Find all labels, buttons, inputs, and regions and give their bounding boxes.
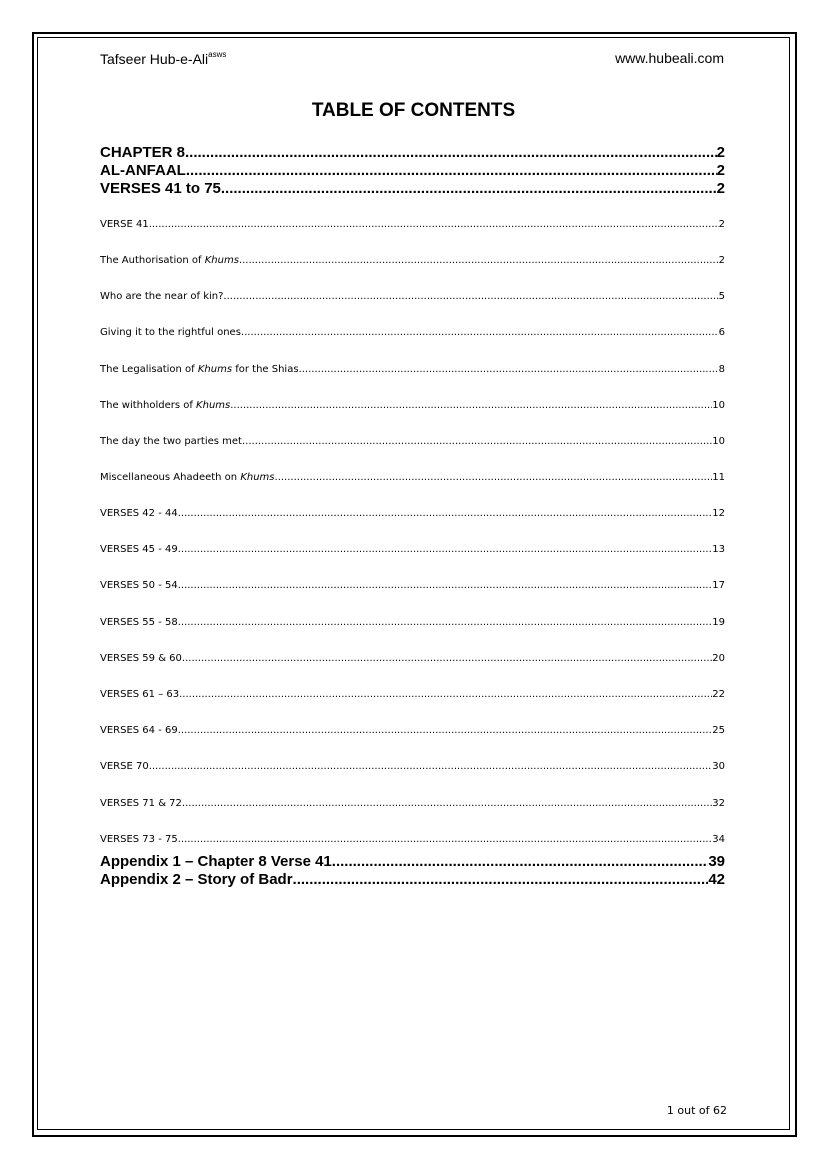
toc-entry[interactable] (100, 617, 725, 628)
toc-entry-label: The day the two parties met (100, 436, 242, 447)
toc-leader-dots (275, 472, 713, 483)
toc-entry[interactable] (100, 689, 725, 700)
book-title-superscript: asws (208, 50, 227, 59)
toc-entry-label: VERSES 55 - 58 (100, 617, 178, 628)
toc-entry-page-number: 2 (718, 255, 725, 266)
toc-entry-page-number: 8 (718, 364, 725, 375)
toc-entry-page-number: 19 (712, 617, 725, 628)
toc-entry-label: VERSE 70 (100, 761, 149, 772)
toc-entry[interactable] (100, 544, 725, 555)
toc-entry[interactable] (100, 255, 725, 266)
toc-entry[interactable] (100, 871, 725, 888)
toc-entry-label: The Legalisation of Khums for the Shias (100, 364, 299, 375)
toc-entry-page-number: 2 (716, 180, 725, 197)
toc-entry[interactable] (100, 180, 725, 197)
toc-entry-page-number: 42 (708, 871, 725, 888)
toc-leader-dots (241, 327, 719, 338)
toc-leader-dots (178, 617, 713, 628)
toc-leader-dots (299, 364, 719, 375)
toc-entry[interactable] (100, 327, 725, 338)
header-website: www.hubeali.com (615, 50, 724, 66)
toc-entry[interactable] (100, 144, 725, 161)
page-number: 1 out of 62 (666, 1104, 727, 1117)
toc-entry-label: VERSES 71 & 72 (100, 798, 182, 809)
page-title: TABLE OF CONTENTS (311, 100, 516, 121)
toc-leader-dots (239, 255, 719, 266)
toc-entry[interactable] (100, 508, 725, 519)
toc-entry-page-number: 10 (712, 400, 725, 411)
toc-entry-label: VERSES 50 - 54 (100, 580, 178, 591)
toc-leader-dots (178, 508, 713, 519)
toc-leader-dots (223, 291, 718, 302)
toc-entry-label: VERSES 59 & 60 (100, 653, 182, 664)
toc-entry[interactable] (100, 761, 725, 772)
toc-entry-label: Who are the near of kin? (100, 291, 224, 302)
toc-leader-dots (293, 871, 709, 888)
toc-leader-dots (178, 544, 713, 555)
toc-entry[interactable] (100, 853, 725, 870)
book-title-text: Tafseer Hub-e-Ali (100, 51, 209, 67)
toc-leader-dots (185, 144, 717, 161)
toc-entry-page-number: 25 (712, 725, 725, 736)
toc-entry-label: Appendix 2 – Story of Badr (100, 871, 293, 888)
toc-entry-label: Giving it to the rightful ones (100, 327, 241, 338)
toc-entry-page-number: 13 (712, 544, 725, 555)
toc-leader-dots (178, 580, 713, 591)
toc-entry-label: The Authorisation of Khums (100, 255, 239, 266)
toc-entry-page-number: 39 (708, 853, 725, 870)
toc-entry-page-number: 5 (718, 291, 725, 302)
toc-entry-label: CHAPTER 8 (100, 144, 186, 161)
toc-entry-label: Miscellaneous Ahadeeth on Khums (100, 472, 275, 483)
toc-entry[interactable] (100, 219, 725, 230)
toc-entry-page-number: 2 (716, 162, 725, 179)
toc-entry[interactable] (100, 291, 725, 302)
toc-entry-page-number: 34 (712, 834, 725, 845)
toc-leader-dots (179, 689, 712, 700)
toc-entry-label: VERSES 45 - 49 (100, 544, 178, 555)
toc-entry[interactable] (100, 472, 725, 483)
toc-entry[interactable] (100, 162, 725, 179)
toc-leader-dots (178, 725, 713, 736)
toc-entry[interactable] (100, 725, 725, 736)
toc-entry-page-number: 6 (718, 327, 725, 338)
toc-entry[interactable] (100, 436, 725, 447)
toc-entry[interactable] (100, 834, 725, 845)
toc-entry-label: VERSES 41 to 75 (100, 180, 221, 197)
toc-leader-dots (149, 761, 713, 772)
toc-entry-page-number: 11 (712, 472, 725, 483)
toc-leader-dots (186, 162, 717, 179)
toc-leader-dots (178, 834, 713, 845)
toc-entry-label: VERSES 73 - 75 (100, 834, 178, 845)
toc-entry-label: VERSES 64 - 69 (100, 725, 178, 736)
toc-entry-page-number: 10 (712, 436, 725, 447)
toc-entry[interactable] (100, 798, 725, 809)
toc-entry[interactable] (100, 400, 725, 411)
toc-leader-dots (230, 400, 712, 411)
toc-entry-page-number: 17 (712, 580, 725, 591)
toc-entry-page-number: 20 (712, 653, 725, 664)
toc-leader-dots (221, 180, 717, 197)
toc-entry-page-number: 2 (718, 219, 725, 230)
toc-leader-dots (182, 653, 712, 664)
toc-entry[interactable] (100, 653, 725, 664)
toc-leader-dots (149, 219, 719, 230)
toc-leader-dots (182, 798, 712, 809)
toc-entry-label: VERSES 61 – 63 (100, 689, 180, 700)
toc-entry-label: AL-ANFAAL (100, 162, 186, 179)
toc-leader-dots (242, 436, 712, 447)
toc-entry-page-number: 32 (712, 798, 725, 809)
toc-entry-label: VERSES 42 - 44 (100, 508, 178, 519)
toc-entry-page-number: 12 (712, 508, 725, 519)
toc-entry-label: The withholders of Khums (100, 400, 231, 411)
header-book-title (100, 50, 226, 67)
toc-leader-dots (332, 853, 709, 870)
toc-entry-page-number: 22 (712, 689, 725, 700)
toc-entry[interactable] (100, 580, 725, 591)
toc-entry[interactable] (100, 364, 725, 375)
toc-entry-label: Appendix 1 – Chapter 8 Verse 41 (100, 853, 332, 870)
toc-entry-page-number: 30 (712, 761, 725, 772)
toc-entry-page-number: 2 (716, 144, 725, 161)
toc-entry-label: VERSE 41 (100, 219, 149, 230)
